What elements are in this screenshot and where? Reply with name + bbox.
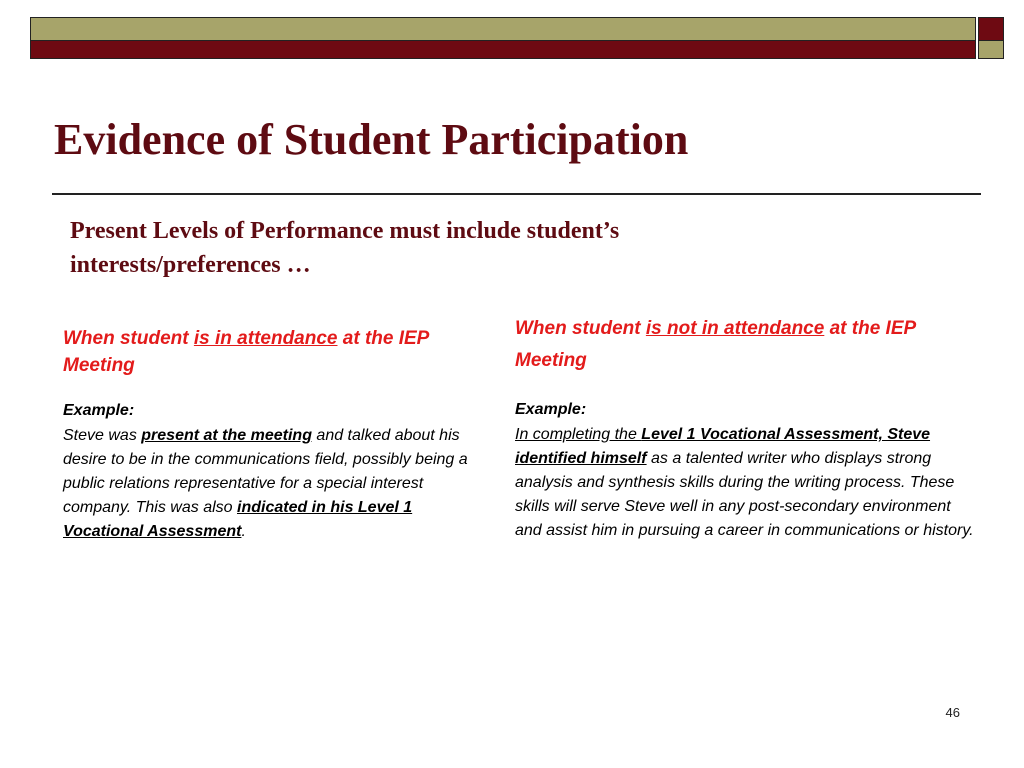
right-text-1: In completing the <box>515 426 642 443</box>
right-text-3: as a talented writer who displays strong analysis and synthesis skills during the writing process. These skills will serve Steve well in any post-secondary environment and assist him in pursuing a career in communications or history. <box>515 450 974 539</box>
left-text-2: present at the meeting <box>141 427 312 444</box>
slide-subtitle <box>70 214 830 282</box>
right-text-2: Level 1 Vocational Assessment, Steve identified himself <box>515 426 931 467</box>
header-bar-olive <box>30 17 976 41</box>
left-heading-pre: When student <box>63 328 194 349</box>
right-heading-post: at the IEP Meeting <box>515 318 916 371</box>
left-example-text <box>63 424 483 544</box>
left-text-5: . <box>241 523 246 540</box>
page-number: 46 <box>945 705 960 720</box>
left-heading-underlined: is in attendance <box>193 328 338 349</box>
left-text-1: Steve was <box>63 427 142 444</box>
right-heading-underlined: is not in attendance <box>645 318 825 339</box>
header-square-olive <box>978 41 1004 59</box>
right-example-text <box>515 423 975 543</box>
left-text-4: indicated in his Level 1 Vocational Assessment <box>63 499 413 540</box>
header-bar-maroon <box>30 41 976 59</box>
left-example-label: Example: <box>63 402 135 419</box>
subtitle-line-1: Present Levels of Performance must include student’s <box>70 218 620 244</box>
left-column-heading <box>63 325 483 379</box>
subtitle-line-2: interests/preferences … <box>70 252 311 278</box>
right-example-label: Example: <box>515 401 587 418</box>
left-heading-post: at the IEP Meeting <box>63 328 429 376</box>
title-divider <box>52 193 981 195</box>
header-square-maroon <box>978 17 1004 41</box>
right-column-heading <box>515 313 985 377</box>
slide-title: Evidence of Student Participation <box>54 115 689 164</box>
left-text-3: and talked about his desire to be in the communications field, possibly being a public relations representative for a special interest company. This was also <box>63 427 468 516</box>
right-heading-pre: When student <box>515 318 646 339</box>
